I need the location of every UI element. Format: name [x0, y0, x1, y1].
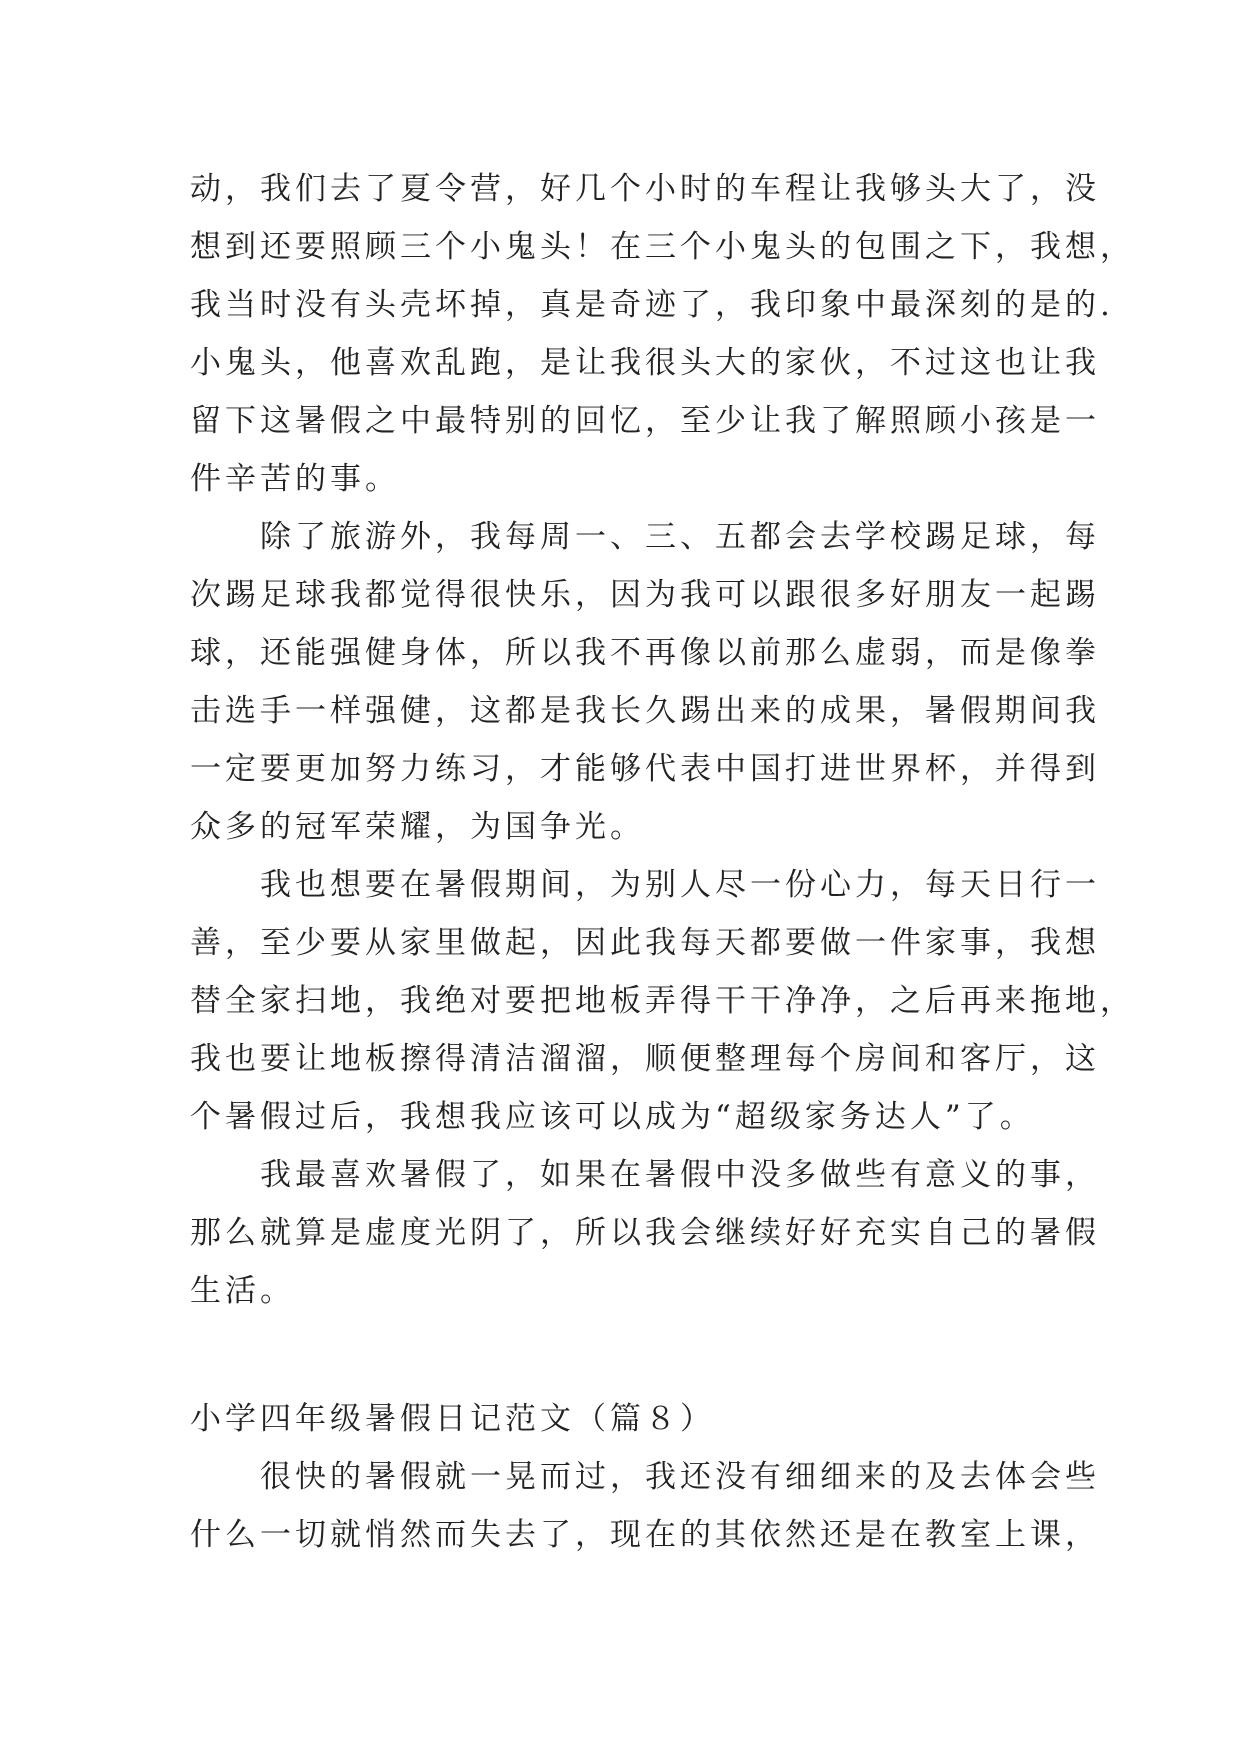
- text-line: 生活。: [190, 1273, 295, 1309]
- text-line: 我当时没有头壳坏掉，真是奇迹了，我印象中最深刻的是的.: [190, 287, 1114, 323]
- text-line: 件辛苦的事。: [190, 461, 400, 497]
- text-line: 那么就算是虚度光阴了，所以我会继续好好充实自己的暑假: [190, 1215, 1100, 1251]
- text-line: 什么一切就悄然而失去了，现在的其依然还是在教室上课，: [190, 1517, 1100, 1553]
- text-line: 想到还要照顾三个小鬼头！在三个小鬼头的包围之下，我想，: [190, 229, 1135, 265]
- text-line: 我最喜欢暑假了，如果在暑假中没多做些有意义的事，: [190, 1157, 1100, 1193]
- text-line: 我也想要在暑假期间，为别人尽一份心力，每天日行一: [190, 867, 1100, 903]
- text-line: 一定要更加努力练习，才能够代表中国打进世界杯，并得到: [190, 751, 1100, 787]
- text-line: 很快的暑假就一晃而过，我还没有细细来的及去体会些: [190, 1459, 1100, 1495]
- text-line: 球，还能强健身体，所以我不再像以前那么虚弱，而是像拳: [190, 635, 1100, 671]
- text-line: 替全家扫地，我绝对要把地板弄得干干净净，之后再来拖地，: [190, 983, 1135, 1019]
- article-body: [190, 160, 1135, 1564]
- text-line: 留下这暑假之中最特别的回忆，至少让我了解照顾小孩是一: [190, 403, 1100, 439]
- text-line: 众多的冠军荣耀，为国争光。: [190, 809, 645, 845]
- section-gap: [190, 1320, 1090, 1390]
- text-line: 小鬼头，他喜欢乱跑，是让我很头大的家伙，不过这也让我: [190, 345, 1100, 381]
- text-line: 次踢足球我都觉得很快乐，因为我可以跟很多好朋友一起踢: [190, 577, 1100, 613]
- text-line: 我也要让地板擦得清洁溜溜，顺便整理每个房间和客厅，这: [190, 1041, 1100, 1077]
- text-line: 个暑假过后，我想我应该可以成为“超级家务达人”了。: [190, 1099, 1035, 1135]
- text-line: 善，至少要从家里做起，因此我每天都要做一件家事，我想: [190, 925, 1100, 961]
- text-line: 除了旅游外，我每周一、三、五都会去学校踢足球，每: [190, 519, 1100, 555]
- text-line: 动，我们去了夏令营，好几个小时的车程让我够头大了，没: [190, 171, 1100, 207]
- section-title: 小学四年级暑假日记范文（篇８）: [190, 1401, 715, 1437]
- text-line: 击选手一样强健，这都是我长久踢出来的成果，暑假期间我: [190, 693, 1100, 729]
